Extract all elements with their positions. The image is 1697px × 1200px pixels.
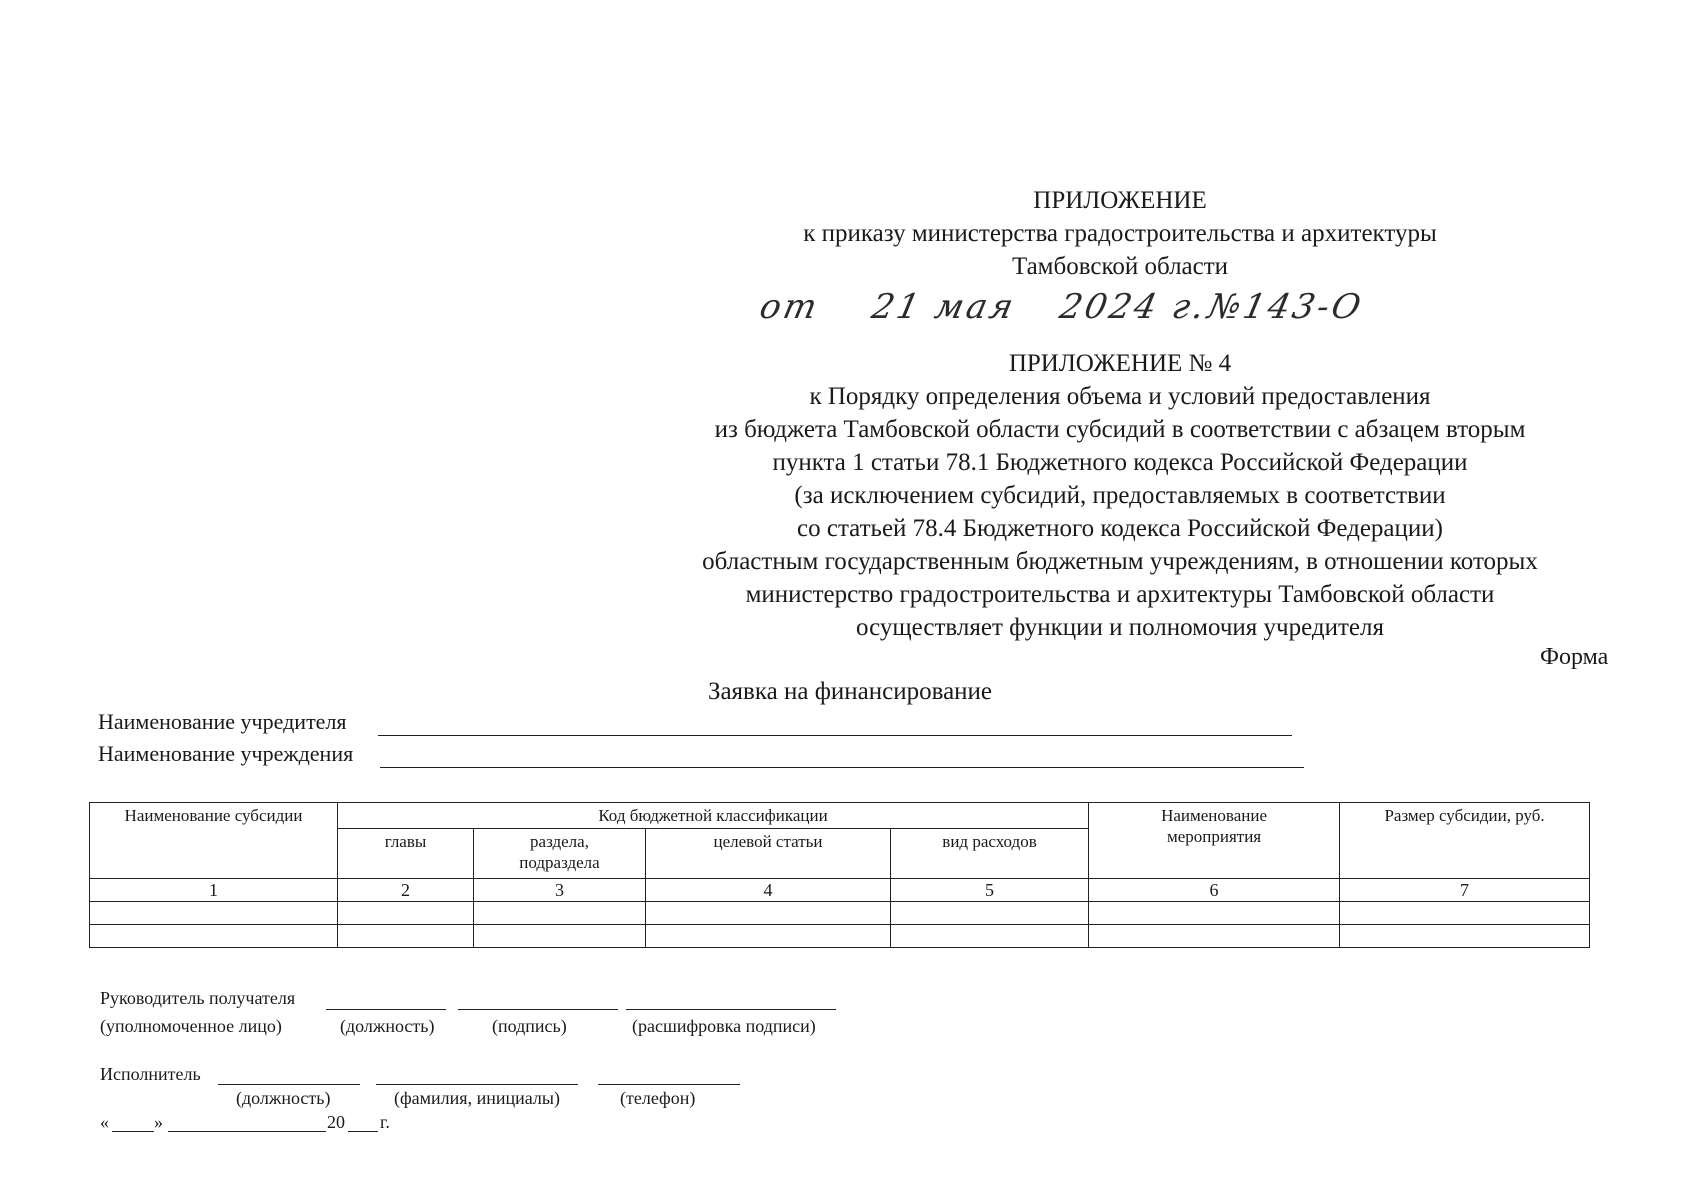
appendix4-line: из бюджета Тамбовской области субсидий в соответствии с абзацем вторым xyxy=(714,416,1526,443)
date-year-field[interactable] xyxy=(348,1131,378,1132)
table-cell[interactable] xyxy=(891,925,1089,948)
form-label: Форма xyxy=(1540,644,1609,670)
handwritten-date: 21 мая xyxy=(868,287,1020,327)
table-cell[interactable] xyxy=(1089,902,1340,925)
institution-field[interactable] xyxy=(380,767,1304,768)
executor-label: Исполнитель xyxy=(100,1064,201,1084)
founder-label: Наименование учредителя xyxy=(98,709,347,734)
col-number: 6 xyxy=(1089,879,1340,902)
head-signature-field[interactable] xyxy=(458,1009,618,1010)
table-row xyxy=(90,902,1590,925)
table-cell[interactable] xyxy=(1340,902,1590,925)
header-event-name: Наименование мероприятия xyxy=(1089,803,1340,879)
exec-name-caption: (фамилия, инициалы) xyxy=(394,1088,560,1108)
table-cell[interactable] xyxy=(338,925,474,948)
form-title: Заявка на финансирование xyxy=(707,678,993,705)
exec-position-caption: (должность) xyxy=(236,1088,331,1108)
appendix-line-1: к приказу министерства градостроительства и архитектуры xyxy=(803,220,1437,247)
header-expense-type: вид расходов xyxy=(891,829,1089,879)
table-cell[interactable] xyxy=(90,925,338,948)
decode-caption: (расшифровка подписи) xyxy=(632,1016,816,1036)
col-number: 3 xyxy=(474,879,646,902)
appendix4-line: пункта 1 статьи 78.1 Бюджетного кодекса Российской Федерации xyxy=(772,449,1468,476)
table-row xyxy=(90,925,1590,948)
table-cell[interactable] xyxy=(474,902,646,925)
table-cell[interactable] xyxy=(338,902,474,925)
table-cell[interactable] xyxy=(1340,925,1590,948)
executor-position-field[interactable] xyxy=(218,1084,360,1085)
table-cell[interactable] xyxy=(90,902,338,925)
table-cell[interactable] xyxy=(646,902,891,925)
handwritten-order-ref xyxy=(755,287,1384,331)
date-month-field[interactable] xyxy=(168,1131,326,1132)
header-section: раздела, подраздела xyxy=(474,829,646,879)
authorized-caption: (уполномоченное лицо) xyxy=(100,1016,282,1036)
position-caption: (должность) xyxy=(340,1016,435,1036)
executor-phone-field[interactable] xyxy=(598,1084,740,1085)
appendix4-line: осуществляет функции и полномочия учредителя xyxy=(856,614,1384,641)
appendix-line-2: Тамбовской области xyxy=(1011,253,1229,280)
appendix-title: ПРИЛОЖЕНИЕ xyxy=(1033,187,1207,214)
head-decode-field[interactable] xyxy=(626,1009,836,1010)
date-close-quote: » xyxy=(154,1112,163,1132)
appendix4-line: со статьей 78.4 Бюджетного кодекса Российской Федерации) xyxy=(797,515,1443,542)
col-number: 1 xyxy=(90,879,338,902)
sign-caption: (подпись) xyxy=(492,1016,567,1036)
col-number: 2 xyxy=(338,879,474,902)
appendix4-line: (за исключением субсидий, предоставляемых в соответствии xyxy=(794,482,1446,509)
header-subsidy-name: Наименование субсидии xyxy=(90,803,338,879)
table-cell[interactable] xyxy=(646,925,891,948)
appendix4-line: министерство градостроительства и архитектуры Тамбовской области xyxy=(745,581,1495,608)
financing-table xyxy=(89,802,1590,948)
header-target-article: целевой статьи xyxy=(646,829,891,879)
col-number: 5 xyxy=(891,879,1089,902)
date-year-prefix: 20 xyxy=(327,1112,345,1132)
institution-label: Наименование учреждения xyxy=(98,741,354,766)
date-year-suffix: г. xyxy=(380,1112,390,1132)
header-subsidy-amount: Размер субсидии, руб. xyxy=(1340,803,1590,879)
head-label: Руководитель получателя xyxy=(100,988,296,1008)
table-cell[interactable] xyxy=(891,902,1089,925)
col-number: 7 xyxy=(1340,879,1590,902)
handwritten-ot: от xyxy=(756,287,824,327)
date-day-field[interactable] xyxy=(112,1131,154,1132)
handwritten-number: №143-О xyxy=(1204,287,1368,327)
table-cell[interactable] xyxy=(474,925,646,948)
exec-phone-caption: (телефон) xyxy=(620,1088,696,1108)
header-budget-code: Код бюджетной классификации xyxy=(338,803,1089,829)
appendix4-line: областным государственным бюджетным учреждениям, в отношении которых xyxy=(702,548,1538,575)
handwritten-year: 2024 г. xyxy=(1056,287,1212,327)
table-cell[interactable] xyxy=(1089,925,1340,948)
date-open-quote: « xyxy=(100,1112,109,1132)
founder-field[interactable] xyxy=(378,735,1292,736)
header-chapter: главы xyxy=(338,829,474,879)
col-number: 4 xyxy=(646,879,891,902)
appendix4-title: ПРИЛОЖЕНИЕ № 4 xyxy=(1008,350,1232,377)
appendix4-line: к Порядку определения объема и условий предоставления xyxy=(809,383,1431,410)
executor-name-field[interactable] xyxy=(376,1084,578,1085)
head-position-field[interactable] xyxy=(326,1009,446,1010)
